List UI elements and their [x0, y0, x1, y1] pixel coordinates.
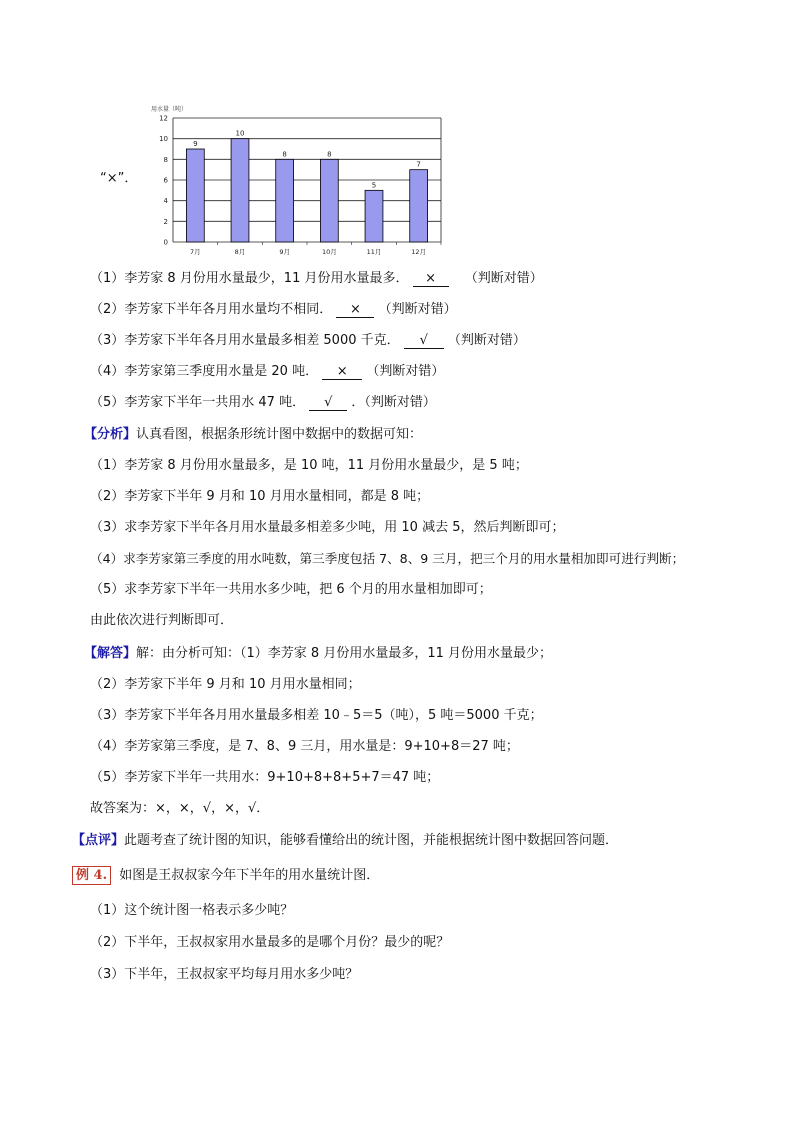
question-3 [90, 332, 526, 350]
question-3-answer: √ [404, 333, 444, 349]
analysis-line-4: （4）求李芳家第三季度的用水吨数，第三季度包括 7、8、9 三月，把三个月的用水量相加即可进行判断； [90, 551, 685, 566]
question-4-answer: × [322, 364, 362, 380]
analysis-intro-text: 认真看图，根据条形统计图中数据中的数据可知： [136, 427, 423, 442]
question-3-suffix: （判断对错） [447, 333, 526, 348]
fragment-prefix: “×”． [100, 171, 138, 186]
question-5-text: （5）李芳家下半年一共用水 47 吨． [90, 395, 306, 410]
question-5-suffix: ．（判断对错） [351, 395, 436, 410]
bar [186, 149, 204, 242]
question-2 [90, 301, 457, 319]
solution-intro-text: 解：由分析可知：（1）李芳家 8 月份用水量最多，11 月份用水量最少； [136, 646, 552, 661]
y-tick-label: 6 [163, 176, 168, 185]
question-2-suffix: （判断对错） [378, 302, 457, 317]
analysis-line-2: （2）李芳家下半年 9 月和 10 月用水量相同，都是 8 吨； [90, 489, 430, 504]
example-question-3: （3）下半年，王叔叔家平均每月用水多少吨？ [90, 967, 359, 982]
question-4-suffix: （判断对错） [366, 364, 445, 379]
analysis-line-3: （3）求李芳家下半年各月用水量最多相差多少吨，用 10 减去 5，然后判断即可； [90, 520, 565, 535]
example-4-heading [72, 866, 379, 885]
bar-value-label: 9 [193, 140, 198, 148]
x-tick-label: 9月 [279, 248, 290, 256]
question-1-answer: × [413, 271, 449, 287]
bar [320, 159, 338, 242]
analysis-conclusion: 由此依次进行判断即可． [90, 613, 234, 628]
example-question-2: （2）下半年，王叔叔家用水量最多的是哪个月份？最少的呢？ [90, 935, 450, 950]
analysis-label: 【分析】 [84, 427, 137, 442]
analysis-line-5: （5）求李芳家下半年一共用水多少吨，把 6 个月的用水量相加即可； [90, 582, 492, 597]
question-4-text: （4）李芳家第三季度用水量是 20 吨． [90, 364, 319, 379]
bar [276, 159, 294, 242]
analysis-intro [84, 426, 422, 444]
question-4 [90, 363, 444, 381]
bar-value-label: 10 [235, 129, 245, 138]
example-4-label: 例 4. [72, 866, 111, 885]
y-tick-label: 2 [163, 217, 168, 226]
x-tick-label: 8月 [234, 248, 246, 256]
bar [365, 190, 383, 242]
comment-text: 此题考查了统计图的知识，能够看懂给出的统计图，并能根据统计图中数据回答问题． [124, 833, 619, 848]
question-3-text: （3）李芳家下半年各月用水量最多相差 5000 千克． [90, 333, 400, 348]
solution-line-5: （5）李芳家下半年一共用水：9+10+8+8+5+7＝47 吨； [90, 770, 440, 785]
comment-label: 【点评】 [72, 833, 125, 848]
solution-label: 【解答】 [84, 646, 137, 661]
question-1-text: （1）李芳家 8 月份用水量最少，11 月份用水量最多． [90, 271, 409, 286]
bar [410, 170, 428, 242]
solution-answer-line: 故答案为：×，×，√，×，√． [90, 801, 270, 816]
x-tick-label: 12月 [411, 248, 427, 256]
comment [72, 832, 618, 850]
question-5 [90, 394, 436, 412]
x-tick-label: 10月 [321, 248, 337, 256]
question-2-answer: × [336, 302, 374, 318]
y-tick-label: 0 [163, 238, 168, 247]
question-5-answer: √ [309, 395, 347, 411]
example-question-1: （1）这个统计图一格表示多少吨？ [90, 903, 294, 918]
example-4-text: 如图是王叔叔家今年下半年的用水量统计图． [119, 868, 380, 883]
solution-line-4: （4）李芳家第三季度，是 7、8、9 三月，用水量是：9+10+8＝27 吨； [90, 739, 519, 754]
question-1 [90, 270, 543, 288]
x-tick-label: 11月 [366, 248, 382, 256]
water-usage-bar-chart [145, 100, 445, 260]
bar-value-label: 7 [416, 160, 421, 169]
y-tick-label: 10 [159, 135, 168, 144]
analysis-line-1: （1）李芳家 8 月份用水量最多，是 10 吨，11 月份用水量最少，是 5 吨； [90, 458, 528, 473]
solution-line-3: （3）李芳家下半年各月用水量最多相差 10﹣5＝5（吨），5 吨＝5000 千克； [90, 708, 543, 723]
x-tick-label: 7月 [190, 248, 201, 256]
bar-value-label: 8 [282, 150, 287, 159]
bar-value-label: 5 [371, 181, 377, 190]
bar [231, 139, 249, 242]
y-tick-label: 4 [163, 197, 168, 206]
question-1-suffix: （判断对错） [464, 271, 543, 286]
y-axis-label: 用水量（吨） [151, 106, 188, 113]
solution-intro [84, 645, 552, 663]
solution-line-2: （2）李芳家下半年 9 月和 10 月用水量相同； [90, 677, 361, 692]
bar-value-label: 8 [327, 150, 332, 159]
y-tick-label: 12 [159, 114, 168, 123]
question-2-text: （2）李芳家下半年各月用水量均不相同． [90, 302, 333, 317]
y-tick-label: 8 [163, 155, 168, 164]
